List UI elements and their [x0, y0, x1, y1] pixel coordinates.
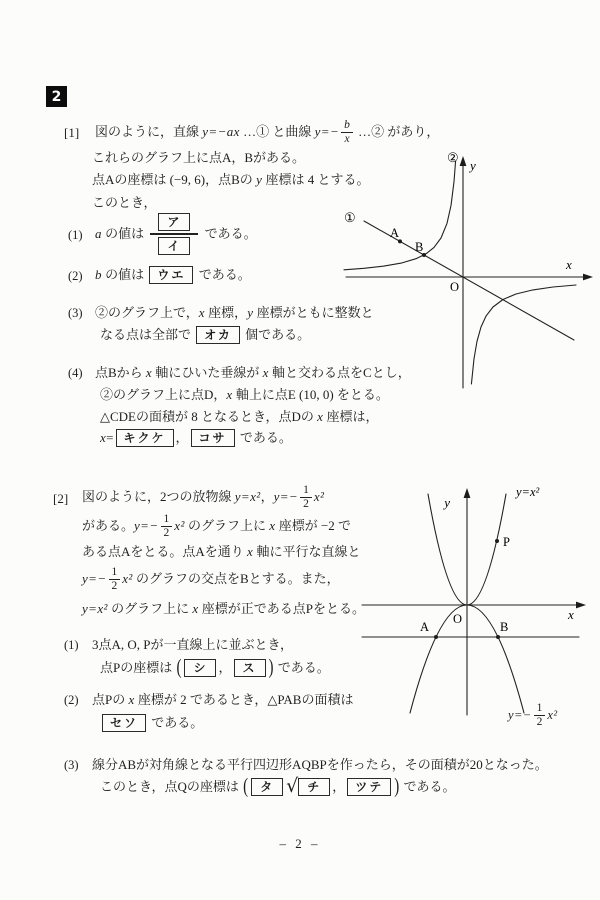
answer-box: キクケ	[116, 429, 174, 447]
problem2-intro-line2	[82, 512, 351, 540]
fraction-numerator: 1	[111, 565, 118, 578]
text-run: 軸上に点E (10, 0) をとる。	[232, 387, 389, 402]
math-run: y	[247, 305, 254, 320]
point-B-dot	[496, 635, 500, 639]
problem1-q2-number: (2)	[68, 269, 83, 283]
fraction-denominator: 2	[109, 579, 121, 593]
answer-fraction-box	[150, 213, 198, 254]
eq-bottom-label	[508, 702, 557, 729]
problem2-q3-number: (3)	[64, 758, 79, 772]
big-parenthesis: (	[243, 775, 249, 799]
origin-label: O	[452, 612, 462, 626]
text-run: 軸にひいた垂線が	[152, 365, 263, 380]
point-B-label: B	[415, 240, 424, 254]
math-run: x	[145, 365, 153, 380]
answer-box: オカ	[196, 326, 240, 344]
fraction-denominator: x	[341, 132, 352, 146]
text-run: である。	[274, 660, 330, 675]
point-B-label: B	[500, 620, 509, 634]
text-run: 個である。	[241, 327, 311, 342]
math-run: x	[198, 305, 205, 320]
x-axis-arrow	[576, 602, 586, 609]
math-run: x	[128, 692, 135, 707]
fraction	[109, 566, 121, 593]
text-run: 軸と交わる点をCとし，	[268, 365, 411, 380]
math-run: x²	[174, 518, 185, 533]
math-run: x	[247, 544, 254, 559]
text-run: ，	[175, 430, 189, 445]
problem2-q1-number: (1)	[64, 638, 79, 652]
problem1-q4-line3	[100, 408, 379, 426]
problem1-intro-line2	[92, 149, 305, 167]
text-run: ，	[332, 779, 346, 794]
math-run: x²	[547, 708, 558, 722]
point-A-label: A	[390, 226, 400, 240]
text-run: 座標が正である点Pをとる。	[198, 601, 365, 616]
math-run: x²	[122, 571, 133, 586]
text-run: 座標，	[204, 305, 248, 320]
text-run: 点Bから	[95, 365, 146, 380]
text-run: の値は	[101, 226, 148, 241]
big-parenthesis: )	[268, 656, 274, 680]
fraction	[300, 484, 312, 511]
text-run: 3点A, O, Pが一直線上に並ぶとき，	[92, 637, 293, 652]
sqrt-answer-box	[285, 775, 332, 797]
text-run: 図のように，2つの放物線	[82, 489, 235, 504]
math-run: b	[95, 267, 102, 282]
math-run: x	[192, 601, 199, 616]
text-run: …② があり，	[354, 124, 440, 139]
math-run: a	[95, 226, 102, 241]
text-run: 座標がともに整数と	[253, 305, 374, 320]
text-run: である。	[148, 715, 204, 730]
math-run: y=−	[134, 518, 159, 533]
problem2-intro-line3	[82, 543, 360, 561]
point-P-label: P	[503, 535, 510, 549]
text-run: ある点Aをとる。点Aを通り	[82, 544, 248, 559]
text-run: 点Pの	[92, 692, 129, 707]
problem2-q3-line2	[100, 776, 456, 798]
y-axis-label: y	[444, 495, 450, 510]
answer-box: セソ	[102, 714, 146, 732]
y-axis-label: y	[470, 158, 476, 173]
curve2-label: ②	[447, 150, 459, 165]
fraction-bar	[150, 233, 198, 234]
math-run: y=x²	[234, 489, 261, 504]
text-run: これらのグラフ上に点A，Bがある。	[92, 150, 306, 165]
math-run: y=−ax	[202, 124, 240, 139]
eq-top-label: y=x²	[516, 485, 540, 499]
fraction	[534, 702, 546, 729]
problem1-q2-line	[95, 265, 251, 285]
text-run: ，	[260, 489, 274, 504]
problem1-q1-line	[95, 213, 257, 255]
big-parenthesis: (	[176, 656, 182, 680]
problem1-q3-line1	[95, 304, 374, 322]
fraction-denominator: 2	[161, 526, 173, 540]
text-run: 線分ABが対角線となる平行四辺形AQBPを作ったら，その面積が20となった。	[92, 757, 548, 772]
text-run: のグラフ上に	[184, 518, 270, 533]
text-run: なる点は全部で	[100, 327, 195, 342]
fraction-denominator: 2	[534, 715, 546, 729]
problem2-q1-line1	[92, 636, 293, 654]
fraction-numerator: b	[344, 118, 350, 131]
problem2-intro-line4	[82, 565, 340, 593]
point-A-dot	[434, 635, 438, 639]
answer-box: チ	[298, 778, 330, 796]
answer-box: ツテ	[347, 778, 391, 796]
origin-label: O	[450, 280, 460, 294]
point-A-label: A	[420, 620, 430, 634]
problem2-intro-line5	[82, 600, 365, 618]
fraction-numerator: 1	[303, 483, 309, 496]
text-run: 座標が 2 であるとき，△PABの面積は	[134, 692, 354, 707]
text-run: のグラフ上に	[107, 601, 193, 616]
text-run: このとき，点Qの座標は	[100, 779, 243, 794]
problem1-figure	[338, 148, 600, 392]
text-run: である。	[195, 267, 251, 282]
text-run: 座標が −2 で	[275, 518, 352, 533]
problem1-q3-number: (3)	[68, 306, 83, 320]
fraction-numerator: 1	[163, 512, 170, 525]
x-axis-label: x	[568, 607, 574, 622]
text-run: 座標は 4 とする。	[262, 172, 370, 187]
math-run: y=−	[314, 124, 340, 139]
answer-box: ア	[158, 213, 190, 231]
y-axis-arrow	[464, 488, 471, 498]
fraction	[161, 513, 173, 540]
text-run: このとき，	[92, 195, 157, 210]
text-run: ，	[218, 660, 232, 675]
math-run: x	[262, 365, 269, 380]
math-run: x	[269, 518, 276, 533]
text-run: である。	[201, 226, 257, 241]
radical-sign: √	[286, 775, 299, 797]
text-run: 軸に平行な直線と	[253, 544, 361, 559]
problem2-intro-line1	[82, 483, 324, 511]
text-run: である。	[236, 430, 292, 445]
problem1-intro-line1	[95, 117, 439, 147]
text-run: =	[106, 430, 114, 445]
problem2-tag: [2]	[53, 491, 69, 506]
answer-box: ス	[234, 659, 266, 677]
point-A-dot	[398, 239, 402, 243]
problem1-intro-line4	[92, 194, 156, 212]
section-number-badge: 2	[46, 86, 67, 107]
answer-box: コサ	[191, 429, 235, 447]
problem2-q2-line1	[92, 691, 353, 709]
problem1-q4-line4	[100, 428, 292, 448]
fraction	[341, 119, 353, 146]
math-run: y=−	[82, 571, 107, 586]
problem1-tag: [1]	[64, 125, 80, 140]
x-axis-label: x	[566, 257, 572, 272]
text-run: 座標は，	[323, 409, 379, 424]
text-run: …① と曲線	[239, 124, 315, 139]
answer-box: シ	[184, 659, 216, 677]
math-run: y=x²	[82, 601, 108, 616]
line1-label: ①	[344, 210, 356, 225]
text-run: がある。	[82, 518, 135, 533]
problem2-q2-number: (2)	[64, 693, 79, 707]
text-run: のグラフの交点をBとする。また，	[132, 571, 340, 586]
text-run: ②のグラフ上で，	[95, 305, 199, 320]
math-run: x²	[313, 489, 325, 504]
text-run: △CDEの面積が 8 となるとき，点Dの	[100, 409, 318, 424]
problem1-q3-line2	[100, 325, 310, 345]
text-run: 点Pの座標は	[100, 660, 176, 675]
math-run: x	[100, 430, 107, 445]
fraction-denominator: 2	[300, 497, 312, 511]
answer-box: イ	[158, 237, 190, 255]
big-parenthesis: )	[394, 775, 400, 799]
problem1-intro-line3	[92, 171, 370, 189]
math-run: y=−	[508, 708, 532, 722]
text-run: 点Aの座標は (−9, 6)，点Bの	[92, 172, 257, 187]
answer-box: ウエ	[149, 266, 193, 284]
math-run: x	[317, 409, 324, 424]
problem2-q1-line2	[100, 657, 330, 679]
math-run: y	[256, 172, 263, 187]
problem2-figure	[358, 478, 594, 740]
problem2-q2-line2	[100, 712, 203, 734]
hyperbola-branch-lower-right	[471, 285, 576, 384]
math-run: y=−	[273, 489, 299, 504]
text-run: である。	[400, 779, 456, 794]
text-run: の値は	[101, 267, 148, 282]
fraction-numerator: 1	[536, 702, 543, 714]
hyperbola-branch-upper-left	[344, 161, 456, 270]
point-P-dot	[495, 539, 499, 543]
answer-box: タ	[251, 778, 283, 796]
y-axis-arrow	[460, 156, 467, 166]
problem1-q1-number: (1)	[68, 228, 83, 242]
text-run: ②のグラフ上に点D，	[100, 387, 227, 402]
problem2-q3-line1	[92, 756, 548, 774]
math-run: x	[226, 387, 233, 402]
text-run: 図のように，直線	[95, 124, 203, 139]
x-axis-arrow	[583, 274, 593, 281]
problem1-q4-number: (4)	[68, 366, 83, 380]
page-number: – 2 –	[279, 836, 321, 851]
